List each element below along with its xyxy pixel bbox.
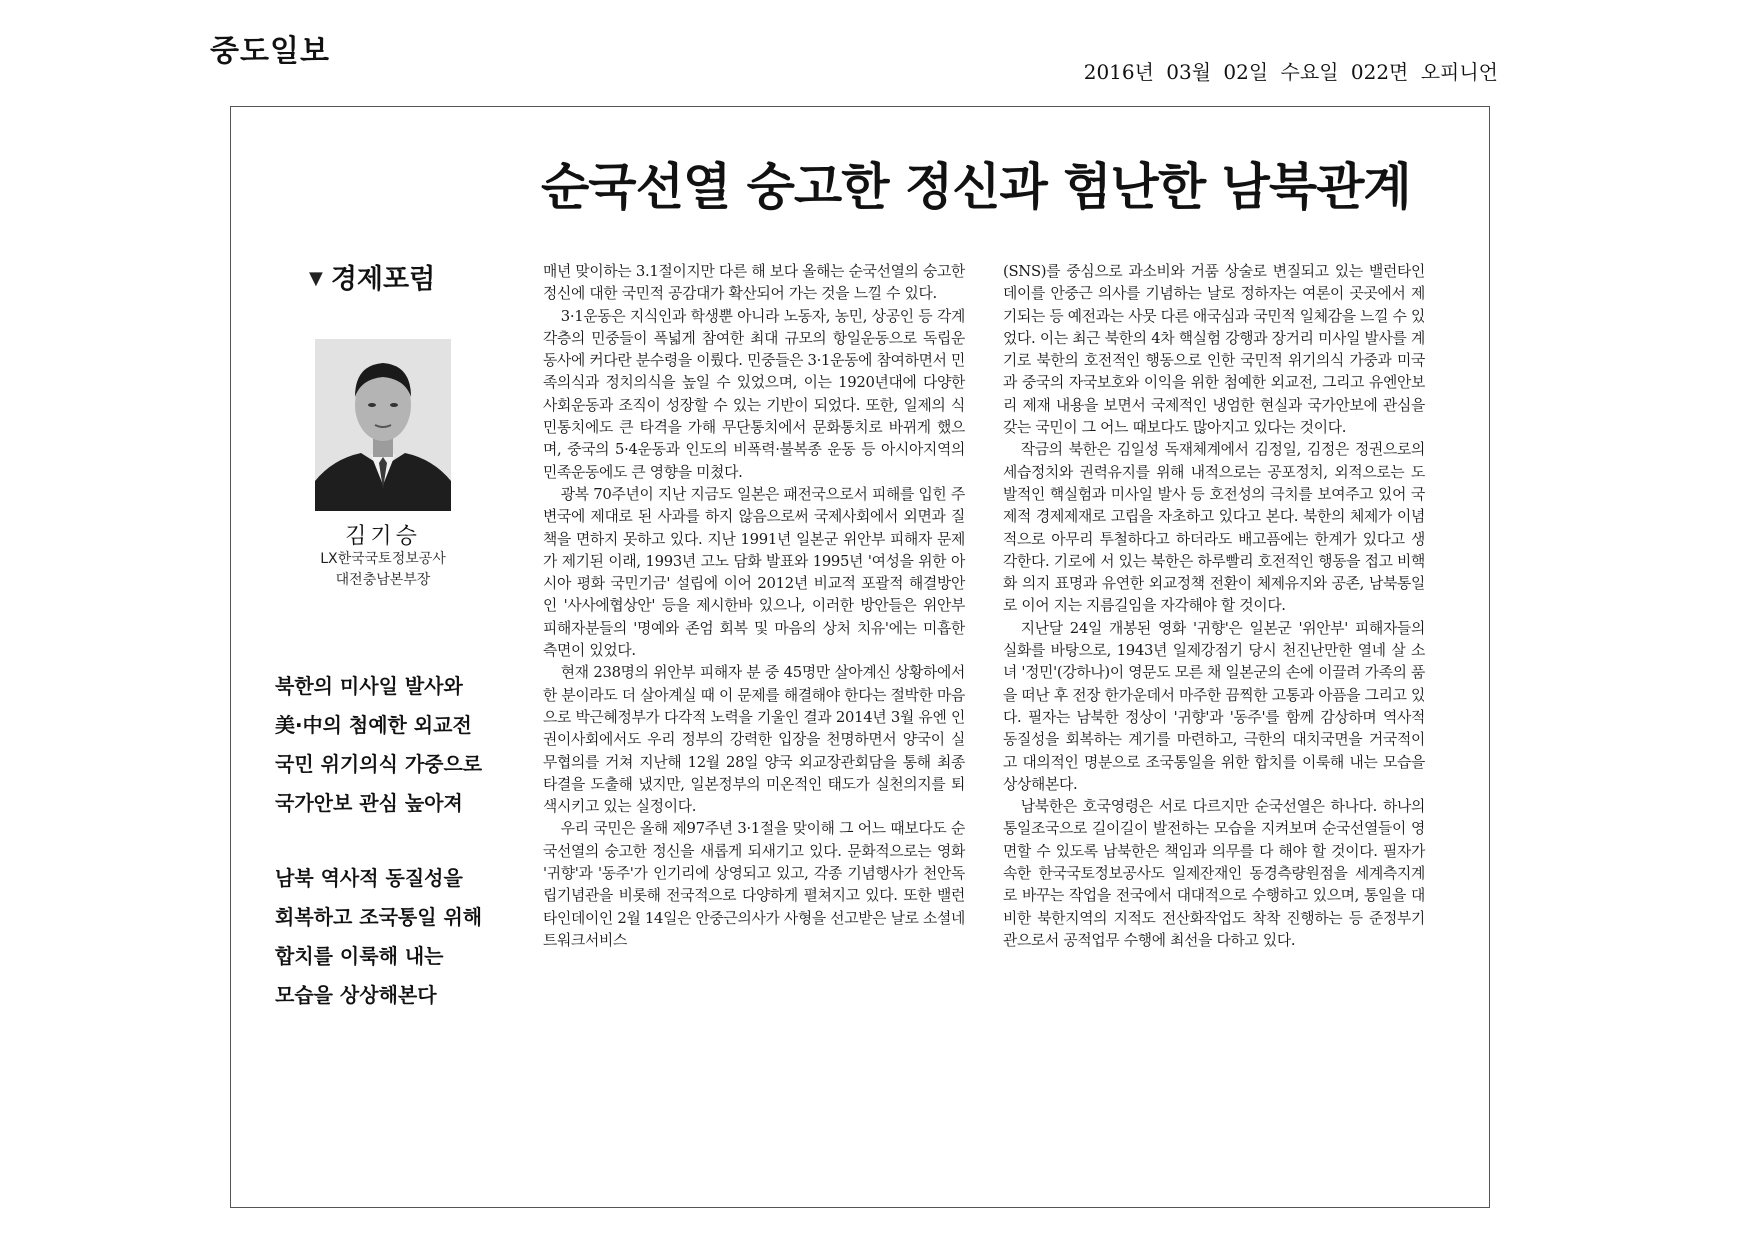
pull-quote-line: 모습을 상상해본다 xyxy=(275,983,437,1007)
publication-dateline: 2016년 03월 02일 수요일 022면 오피니언 xyxy=(1083,60,1498,84)
author-portrait xyxy=(315,339,451,511)
pull-quote-line: 회복하고 조국통일 위해 xyxy=(275,905,483,929)
article-box xyxy=(230,106,1490,1208)
body-paragraph: 매년 맞이하는 3.1절이지만 다른 해 보다 올해는 순국선열의 숭고한 정신에 대한 국민적 공감대가 확산되어 가는 것을 느낄 수 있다. xyxy=(543,263,965,303)
article-headline: 순국선열 숭고한 정신과 험난한 남북관계 xyxy=(541,158,1411,216)
body-paragraph: (SNS)를 중심으로 과소비와 거품 상술로 변질되고 있는 밸런타인데이를 안중근 의사를 기념하는 날로 정하자는 여론이 곳곳에서 제기되는 등 예전과는 사뭇 다른 애국심과 국민적 일체감을 느낄 수 있었다. 이는 최근 북한의 4차 핵실험 강행과 장거리 미사일 발사를 계기로 북한의 호전적인 행동으로 인한 국민적 위기의식 가중과 미국과 중국의 자국보호와 이익을 위한 첨예한 외교전, 그리고 유엔안보리 제재 내용을 보면서 국제적인 냉엄한 현실과 국가안보에 관심을 갖는 국민이 그 어느 때보다도 많아지고 있다는 것이다. xyxy=(1003,263,1425,437)
body-paragraph: 3·1운동은 지식인과 학생뿐 아니라 노동자, 농민, 상공인 등 각계각층의 민중들이 폭넓게 참여한 최대 규모의 항일운동으로 독립운동사에 커다란 분수령을 이뤘다. 민중들은 3·1운동에 참여하면서 민족의식과 정치의식을 높일 수 있었으며, 이는 1920년대에 다양한 사회운동과 조직이 성장할 수 있는 기반이 되었다. 또한, 일제의 식민통치에도 큰 타격을 가해 무단통치에서 문화통치로 바뀌게 했으며, 중국의 5·4운동과 인도의 비폭력·불복종 운동 등 아시아지역의 민족운동에도 큰 영향을 미쳤다. xyxy=(543,307,965,481)
pull-quote xyxy=(275,667,535,823)
body-paragraph: 지난달 24일 개봉된 영화 '귀향'은 일본군 '위안부' 피해자들의 실화를 바탕으로, 1943년 일제강점기 당시 천진난만한 열네 살 소녀 '정민'(강하나)이 영문도 모른 채 일본군의 손에 이끌려 가족의 품을 떠난 후 전장 한가운데서 마주한 끔찍한 고통과 아픔을 그리고 있다. 필자는 남북한 정상이 '귀향'과 '동주'를 함께 감상하며 역사적 동질성을 회복하는 계기를 마련하고, 극한의 대치국면을 거국적이고 대의적인 명분으로 조국통일을 위한 합치를 이룩해 내는 모습을 상상해본다. xyxy=(1003,619,1425,793)
body-paragraph: 현재 238명의 위안부 피해자 분 중 45명만 살아계신 상황하에서 한 분이라도 더 살아계실 때 이 문제를 해결해야 한다는 절박한 마음으로 박근혜정부가 다각적 노력을 기울인 결과 2014년 3월 유엔 인권이사회에서도 우리 정부의 강력한 입장을 천명하면서 양국이 실무협의를 거쳐 지난해 12월 28일 양국 외교장관회담을 통해 최종 타결을 도출해 냈지만, 일본정부의 미온적인 태도가 실천의지를 퇴색시키고 있는 실정이다. xyxy=(543,664,965,816)
author-affiliation xyxy=(275,549,491,591)
pull-quote-line: 남북 역사적 동질성을 xyxy=(275,866,463,890)
body-paragraph: 광복 70주년이 지난 지금도 일본은 패전국으로서 피해를 입힌 주변국에 제대로 된 사과를 하지 않음으로써 국제사회에서 외면과 질책을 면하지 못하고 있다. 지난 1991년 일본군 위안부 피해자 문제가 제기된 이래, 1993년 고노 담화 발표와 1995년 '여성을 위한 아시아 평화 국민기금' 설립에 이어 2012년 비교적 포괄적 해결방안인 '사사에협상안' 등을 제시한바 있으나, 이러한 방안들은 위안부 피해자분들의 '명예와 존엄 회복 및 마음의 상처 치유'에는 미흡한 측면이 있었다. xyxy=(543,485,965,660)
article-body-column-2 xyxy=(1003,261,1425,952)
newspaper-masthead: 중도일보 xyxy=(210,34,330,69)
body-paragraph: 우리 국민은 올해 제97주년 3·1절을 맞이해 그 어느 때보다도 순국선열의 숭고한 정신을 새롭게 되새기고 있다. 문화적으로는 영화 '귀향'과 '동주'가 인기리에 상영되고 있고, 각종 기념행사가 천안독립기념관을 비롯해 전국적으로 다양하게 펼쳐지고 있다. 또한 밸런타인데이인 2월 14일은 안중근의사가 사형을 선고받은 날로 소셜네트워크서비스 xyxy=(543,820,966,949)
author-photo xyxy=(315,339,451,511)
author-name: 김기승 xyxy=(345,524,421,549)
author-affiliation-line: 대전충남본부장 xyxy=(335,572,431,588)
triangle-down-icon: ▼ xyxy=(309,268,323,289)
pull-quote-line: 북한의 미사일 발사와 xyxy=(275,674,463,698)
body-paragraph: 작금의 북한은 김일성 독재체계에서 김정일, 김정은 정권으로의 세습정치와 권력유지를 위해 내적으로는 공포정치, 외적으로는 도발적인 핵실험과 미사일 발사 등 호전성의 극치를 보여주고 있어 국제적 경제제재로 고립을 자초하고 있다고 본다. 북한의 체제가 이념적으로 아무리 투철하다고 하더라도 배고픔에는 한계가 있다고 생각한다. 기로에 서 있는 북한은 하루빨리 호전적인 행동을 접고 비핵화 의지 표명과 유연한 외교정책 전환이 체제유지와 공존, 남북통일로 이어 지는 지름길임을 자각해야 할 것이다. xyxy=(1003,441,1425,615)
pull-quote xyxy=(275,859,535,1015)
column-section-tag xyxy=(309,257,435,296)
pull-quote-line: 국민 위기의식 가중으로 xyxy=(275,752,483,776)
article-body-column-1 xyxy=(543,261,965,952)
pull-quote-line: 美·中의 첨예한 외교전 xyxy=(275,713,472,737)
author-affiliation-line: LX한국국토정보공사 xyxy=(320,551,446,567)
column-section-label: 경제포럼 xyxy=(330,264,436,295)
pull-quote-line: 합치를 이룩해 내는 xyxy=(275,944,444,968)
body-paragraph: 남북한은 호국영령은 서로 다르지만 순국선열은 하나다. 하나의 통일조국으로 길이길이 발전하는 모습을 지켜보며 순국선열들이 영면할 수 있도록 남북한은 책임과 의무를 다 해야 할 것이다. 필자가 속한 한국국토정보공사도 일제잔재인 동경측량원점을 세계측지계로 바꾸는 작업을 전국에서 대대적으로 수행하고 있으며, 통일을 대비한 북한지역의 지적도 전산화작업도 착착 진행하는 등 준정부기관으로서 공적업무 수행에 최선을 다하고 있다. xyxy=(1003,798,1425,949)
pull-quote-line: 국가안보 관심 높아져 xyxy=(275,791,463,815)
